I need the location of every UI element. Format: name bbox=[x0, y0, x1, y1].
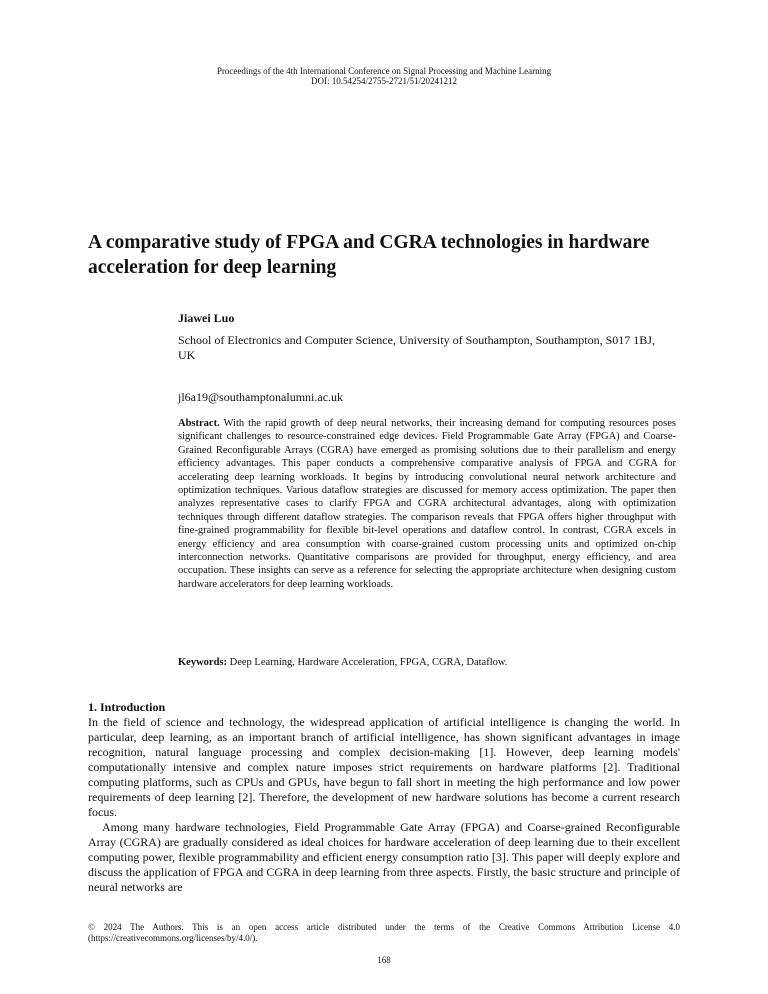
abstract-text: With the rapid growth of deep neural networks, their increasing demand for computing resources poses significant challenges to resource-constrained edge devices. Field Programmable Gate Array (FPGA) and Coarse-Grained Reconfigurable Arrays (CGRA) have emerged as promising solutions due to their parallelism and energy efficiency advantages. This paper conducts a comprehensive comparative analysis of FPGA and CGRA for accelerating deep learning workloads. It begins by introducing convolutional neural network architecture and optimization techniques. Various dataflow strategies are discussed for memory access optimization. The paper then analyzes representative cases to clarify FPGA and CGRA architectural advantages, along with optimization techniques through different dataflow strategies. The comparison reveals that FPGA offers higher throughput with fine-grained programmability for flexible bit-level operations and dataflow control. In contrast, CGRA excels in energy efficiency and area consumption with coarse-grained custom processing units and optimized on-chip interconnection networks. Quantitative comparisons are provided for throughput, energy efficiency, and area occupation. These insights can serve as a reference for selecting the appropriate architecture when designing custom hardware accelerators for deep learning workloads. bbox=[178, 418, 677, 590]
author-name: Jiawei Luo bbox=[178, 311, 235, 325]
proceedings-line: Proceedings of the 4th International Conference on Signal Processing and Machine Learning bbox=[216, 66, 552, 76]
author-email: jl6a19@southamptonalumni.ac.uk bbox=[178, 390, 344, 404]
abstract bbox=[178, 417, 676, 591]
section-heading-introduction: 1. Introduction bbox=[88, 700, 166, 714]
keywords-label: Keywords: bbox=[178, 657, 227, 668]
introduction-body bbox=[88, 715, 680, 895]
paper-title: A comparative study of FPGA and CGRA technologies in hardware acceleration for deep learning bbox=[88, 232, 650, 278]
abstract-label: Abstract. bbox=[178, 418, 220, 429]
paragraph: In the field of science and technology, the widespread application of artificial intelligence is changing the world. In particular, deep learning, as an important branch of artificial intelligence, has shown significant advantages in image recognition, natural language processing and complex decision-making [1]. However, deep learning models' computationally intensive and complex nature imposes strict requirements on hardware platforms [2]. Traditional computing platforms, such as CPUs and GPUs, have begun to fall short in meeting the high performance and low power requirements of deep learning [2]. Therefore, the development of new hardware solutions has become a current research focus. bbox=[88, 715, 680, 819]
doi-line: DOI: 10.54254/2755-2721/51/20241212 bbox=[311, 76, 457, 86]
keywords bbox=[178, 657, 676, 668]
author-affiliation: School of Electronics and Computer Science, University of Southampton, Southampton, S017 1BJ, UK bbox=[178, 333, 655, 362]
keywords-text: Deep Learning, Hardware Acceleration, FPGA, CGRA, Dataflow. bbox=[229, 657, 508, 668]
running-header bbox=[0, 66, 768, 86]
license-footnote: © 2024 The Authors. This is an open access article distributed under the terms of the Creative Commons Attribution License 4.0 (https://creativecommons.org/licenses/by/4.0/). bbox=[88, 922, 680, 943]
paragraph: Among many hardware technologies, Field Programmable Gate Array (FPGA) and Coarse-grained Reconfigurable Array (CGRA) are gradually considered as ideal choices for hardware acceleration of deep learning due to their excellent computing power, flexible programmability and efficient energy consumption ratio [3]. This paper will deeply explore and discuss the application of FPGA and CGRA in deep learning from three aspects. Firstly, the basic structure and principle of neural networks are bbox=[88, 820, 680, 894]
page-number: 168 bbox=[377, 955, 391, 965]
